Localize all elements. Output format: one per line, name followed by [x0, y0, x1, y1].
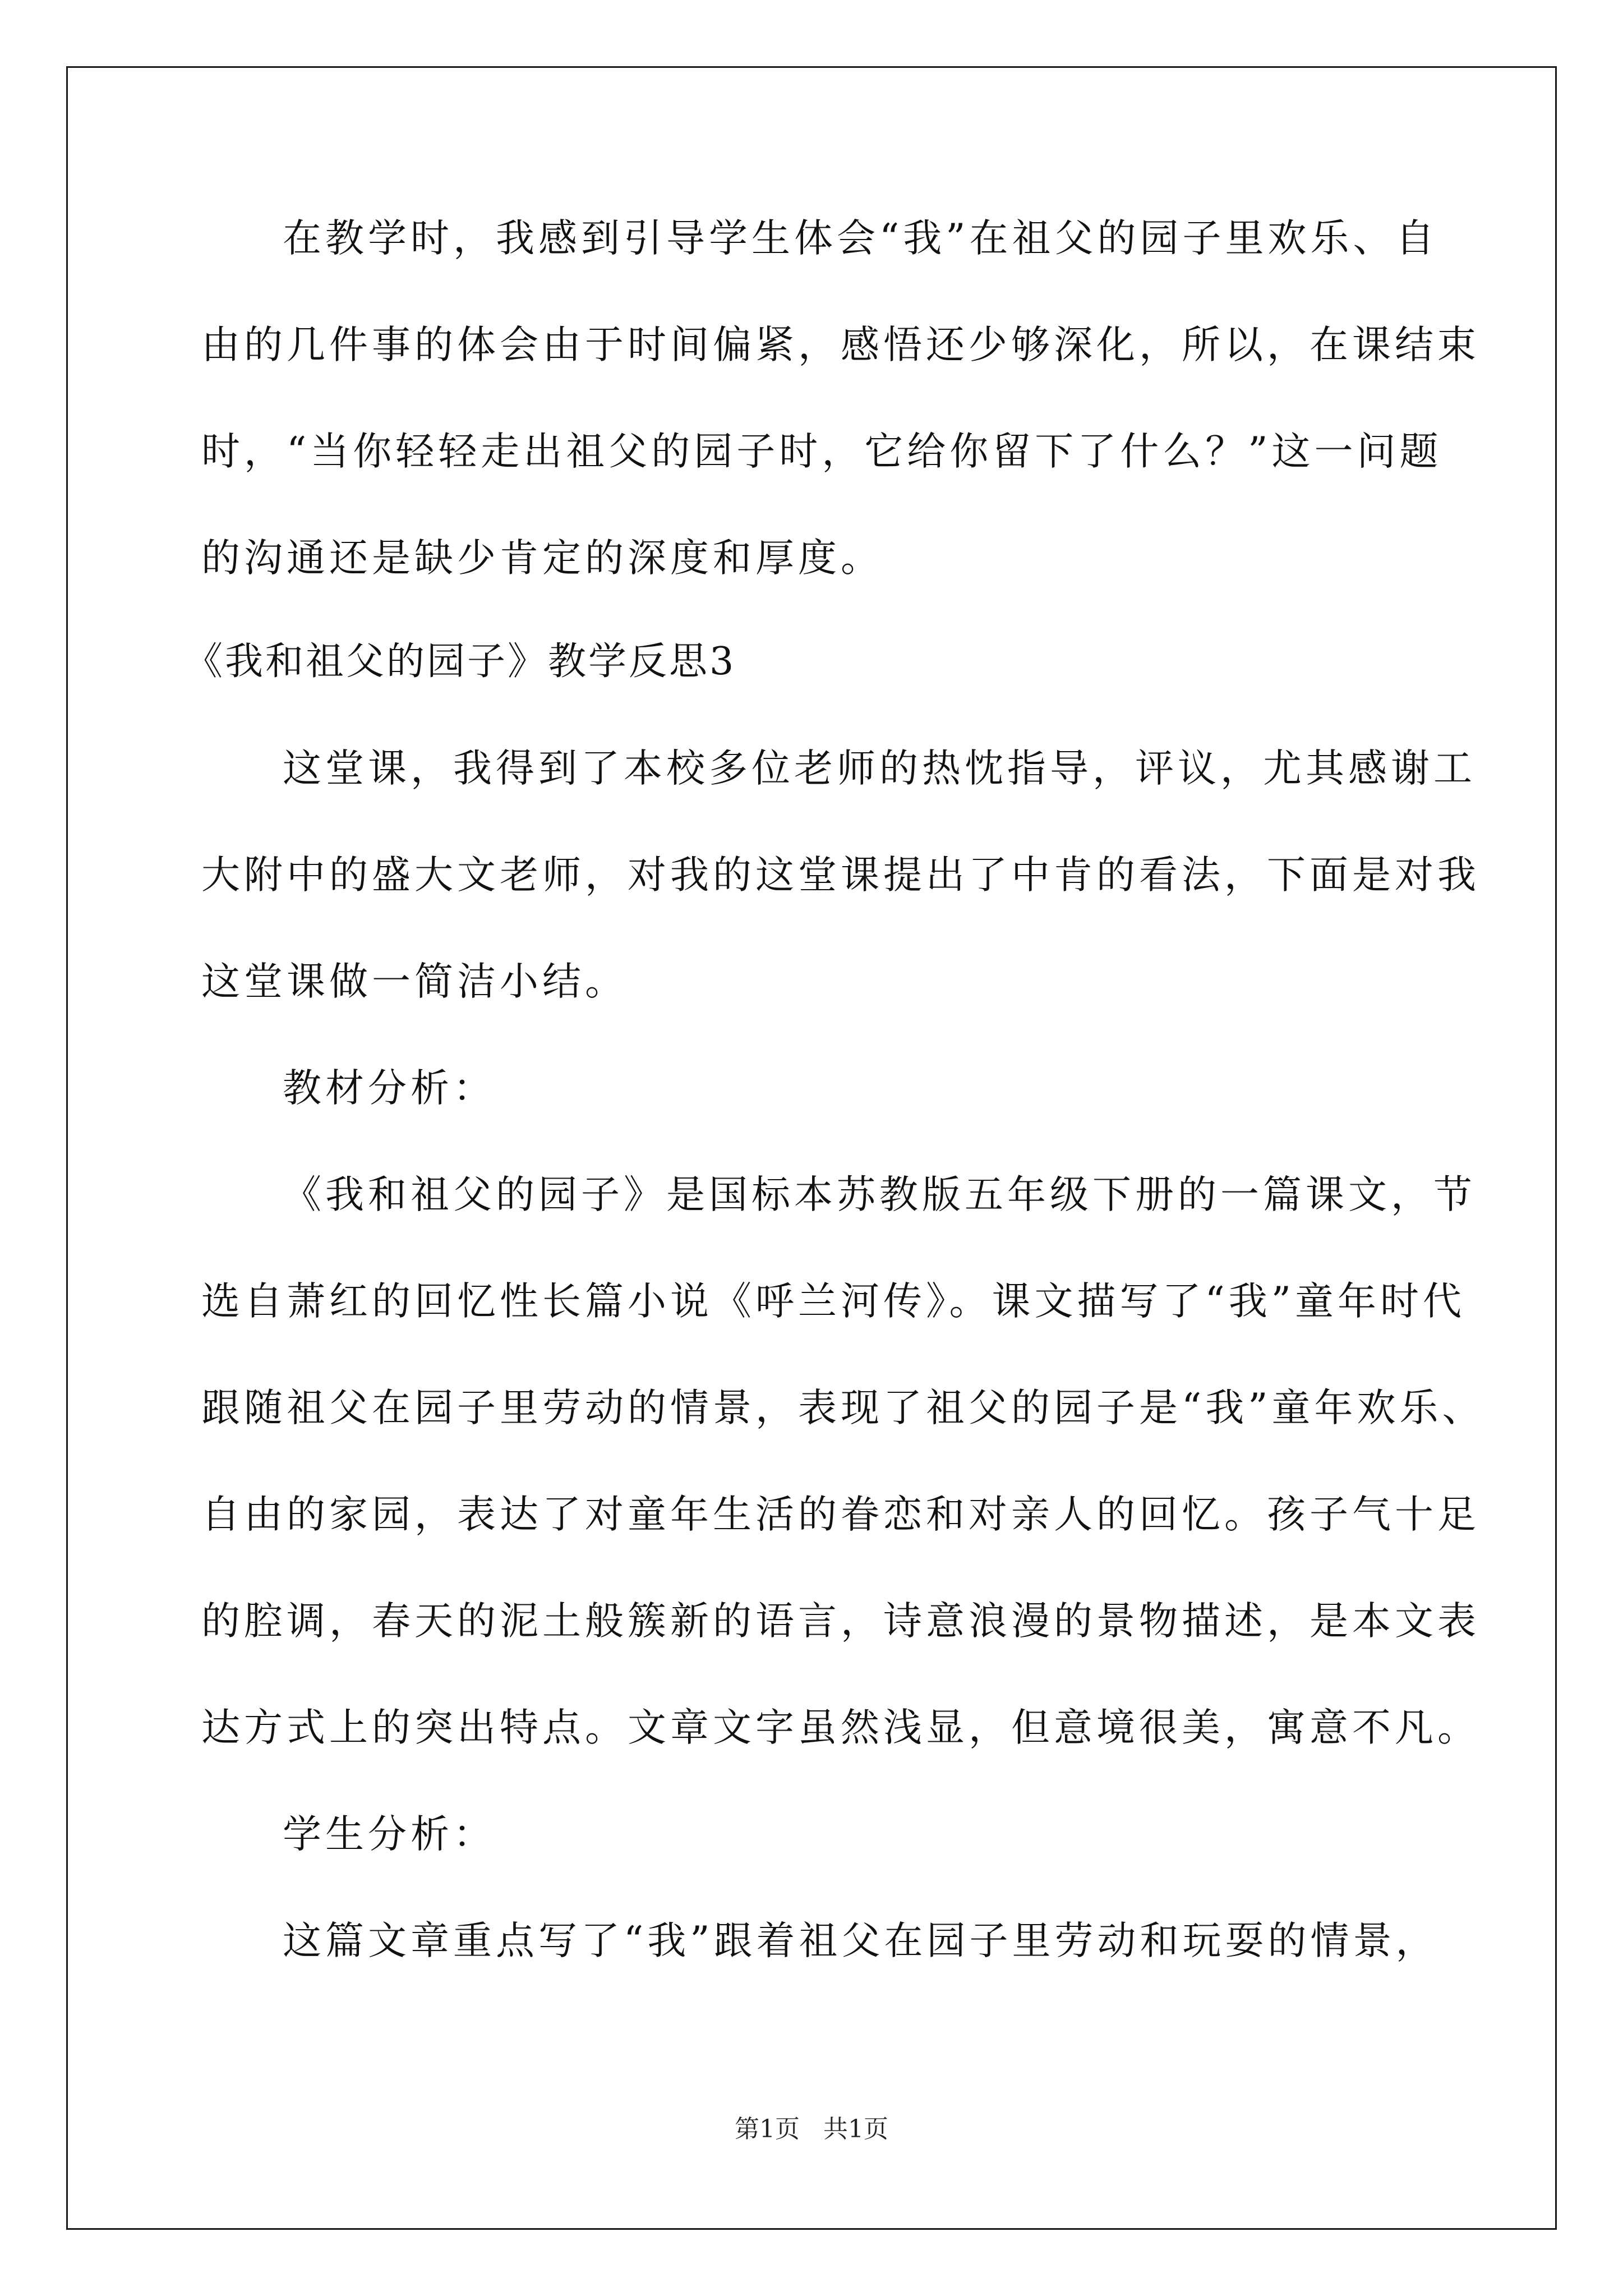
paragraph-line: 这堂课做一简洁小结。	[201, 959, 628, 1004]
page-total: 共1页	[823, 2115, 888, 2143]
paragraph-line: 自由的家园，表达了对童年生活的眷恋和对亲人的回忆。孩子气十足	[201, 1492, 1480, 1537]
paragraph-line: 选自萧红的回忆性长篇小说《呼兰河传》。课文描写了“我”童年时代	[201, 1279, 1466, 1324]
subheading-textbook-analysis: 教材分析：	[283, 1066, 496, 1111]
paragraph-line: 的腔调，春天的泥土般簇新的语言，诗意浪漫的景物描述，是本文表	[201, 1599, 1480, 1644]
subheading-student-analysis: 学生分析：	[283, 1812, 496, 1857]
paragraph-line: 在教学时，我感到引导学生体会“我”在祖父的园子里欢乐、自	[283, 216, 1438, 261]
paragraph-line: 《我和祖父的园子》是国标本苏教版五年级下册的一篇课文，节	[283, 1172, 1476, 1217]
paragraph-line: 时，“当你轻轻走出祖父的园子时，它给你留下了什么？”这一问题	[201, 429, 1442, 474]
section-title: 《我和祖父的园子》教学反思3	[185, 639, 736, 684]
paragraph-line: 达方式上的突出特点。文章文字虽然浅显，但意境很美，寓意不凡。	[201, 1705, 1480, 1750]
paragraph-line: 跟随祖父在园子里劳动的情景，表现了祖父的园子是“我”童年欢乐、	[201, 1386, 1485, 1430]
paragraph-line: 的沟通还是缺少肯定的深度和厚度。	[201, 536, 883, 581]
page-footer	[0, 2114, 1623, 2145]
paragraph-line: 大附中的盛大文老师，对我的这堂课提出了中肯的看法，下面是对我	[201, 853, 1480, 898]
paragraph-line: 由的几件事的体会由于时间偏紧，感悟还少够深化，所以，在课结束	[201, 323, 1480, 367]
paragraph-line: 这篇文章重点写了“我”跟着祖父在园子里劳动和玩耍的情景，	[283, 1918, 1438, 1963]
paragraph-line: 这堂课，我得到了本校多位老师的热忱指导，评议，尤其感谢工	[283, 746, 1476, 791]
page-number: 第1页	[735, 2115, 800, 2143]
page-border	[66, 66, 1557, 2230]
